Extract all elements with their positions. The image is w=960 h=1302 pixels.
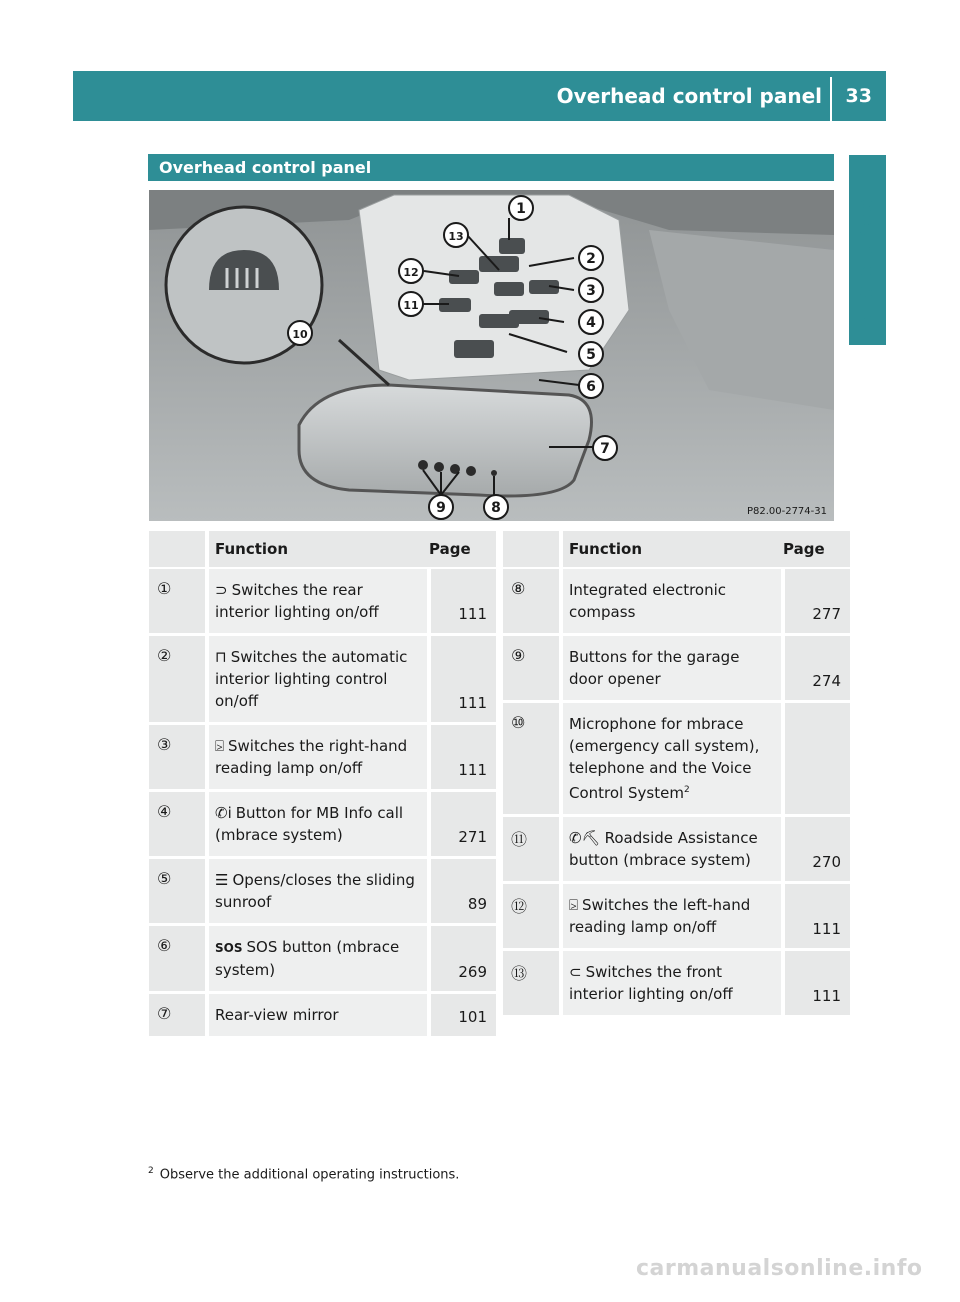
function-text: Switches the right-hand reading lamp on/off	[215, 737, 408, 777]
reading-lamp-icon: ⍄	[215, 737, 225, 755]
sos-icon: SOS	[215, 941, 243, 955]
function-table-left	[149, 531, 496, 1039]
item-number: ④	[157, 802, 172, 821]
overhead-panel-photo	[149, 190, 834, 521]
table-row	[503, 950, 850, 1017]
function-text: Integrated electronic compass	[569, 581, 727, 621]
roadside-assistance-icon: ✆⛏	[569, 829, 601, 847]
callout-5: 5	[586, 347, 596, 363]
item-number: ⑨	[511, 646, 526, 665]
section-title: Overhead control panel	[159, 158, 372, 177]
header-title: Overhead control panel	[556, 84, 822, 108]
figure-code: P82.00-2774-31	[746, 506, 827, 517]
page-ref: 89	[467, 895, 487, 913]
table-row	[503, 816, 850, 883]
function-text: Switches the front interior lighting on/off	[569, 963, 733, 1003]
column-header-page: Page	[783, 531, 850, 568]
table-row	[503, 702, 850, 816]
table-row	[149, 724, 496, 791]
column-header-function: Function	[561, 531, 783, 568]
table-row	[503, 568, 850, 635]
item-number: ①	[157, 579, 172, 598]
item-number: ⑪	[511, 830, 528, 849]
table-row	[149, 568, 496, 635]
function-text: Switches the left-hand reading lamp on/off	[569, 896, 751, 936]
table-row	[149, 635, 496, 724]
chapter-label: At a glance	[853, 198, 877, 332]
callout-13: 13	[448, 230, 464, 243]
footnote-ref: 2	[683, 785, 690, 795]
header-divider	[830, 77, 832, 121]
sunroof-icon: ☰	[215, 871, 229, 889]
footnote	[148, 1166, 459, 1182]
footnote-text: Observe the additional operating instructions.	[159, 1167, 460, 1183]
page-ref: 111	[812, 920, 841, 938]
page-ref: 277	[812, 605, 841, 623]
item-number: ⑬	[511, 964, 528, 983]
function-text: Rear-view mirror	[215, 1006, 339, 1024]
page-ref: 111	[458, 694, 487, 712]
callout-3: 3	[586, 283, 596, 299]
reading-lamp-icon: ⍄	[569, 896, 579, 914]
table-row	[503, 635, 850, 702]
function-text: Microphone for mbrace (emergency call system), telephone and the Voice Control System	[569, 715, 760, 802]
callout-12: 12	[403, 266, 419, 279]
callout-7: 7	[600, 441, 610, 457]
function-text: Switches the rear interior lighting on/off	[215, 581, 379, 621]
function-text: SOS button (mbrace system)	[215, 938, 400, 979]
item-number: ⑫	[511, 897, 528, 916]
item-number: ⑧	[511, 579, 526, 598]
column-header-function: Function	[207, 531, 429, 568]
page-ref: 271	[458, 828, 487, 846]
page-ref: 269	[458, 963, 487, 981]
rear-light-icon: ⊃	[215, 581, 228, 599]
watermark: carmanualsonline.info	[636, 1256, 923, 1281]
info-call-icon: ✆i	[215, 804, 232, 822]
table-row	[149, 791, 496, 858]
item-number: ②	[157, 646, 172, 665]
callout-1: 1	[516, 201, 526, 217]
callout-11: 11	[403, 299, 419, 312]
callout-9: 9	[436, 500, 446, 516]
page-ref: 111	[458, 605, 487, 623]
page-ref: 111	[458, 761, 487, 779]
function-table-right	[503, 531, 850, 1018]
table-row	[149, 925, 496, 993]
callout-8: 8	[491, 500, 501, 516]
page-header-bar	[73, 71, 886, 121]
section-heading-bar	[148, 154, 834, 181]
page-ref: 270	[812, 853, 841, 871]
function-text: Opens/closes the sliding sunroof	[215, 871, 415, 911]
function-text: Button for MB Info call (mbrace system)	[215, 804, 404, 844]
function-text: Roadside Assistance button (mbrace system)	[569, 829, 758, 869]
page-ref: 274	[812, 672, 841, 690]
function-text: Buttons for the garage door opener	[569, 648, 740, 688]
table-row	[149, 858, 496, 925]
item-number: ⑩	[511, 713, 526, 732]
page-ref: 111	[812, 987, 841, 1005]
callout-4: 4	[586, 315, 596, 331]
item-number: ⑥	[157, 936, 172, 955]
auto-light-icon: ⊓	[215, 648, 227, 666]
column-header-page: Page	[429, 531, 496, 568]
callout-2: 2	[586, 251, 596, 267]
page-ref: 101	[458, 1008, 487, 1026]
callout-10: 10	[292, 328, 308, 341]
page-number: 33	[845, 85, 872, 107]
front-light-icon: ⊂	[569, 963, 582, 981]
callout-6: 6	[586, 379, 596, 395]
footnote-mark: 2	[148, 1166, 154, 1176]
item-number: ⑤	[157, 869, 172, 888]
table-row	[503, 883, 850, 950]
item-number: ③	[157, 735, 172, 754]
item-number: ⑦	[157, 1004, 172, 1023]
table-row	[149, 993, 496, 1038]
function-text: Switches the automatic interior lighting control on/off	[215, 648, 408, 710]
